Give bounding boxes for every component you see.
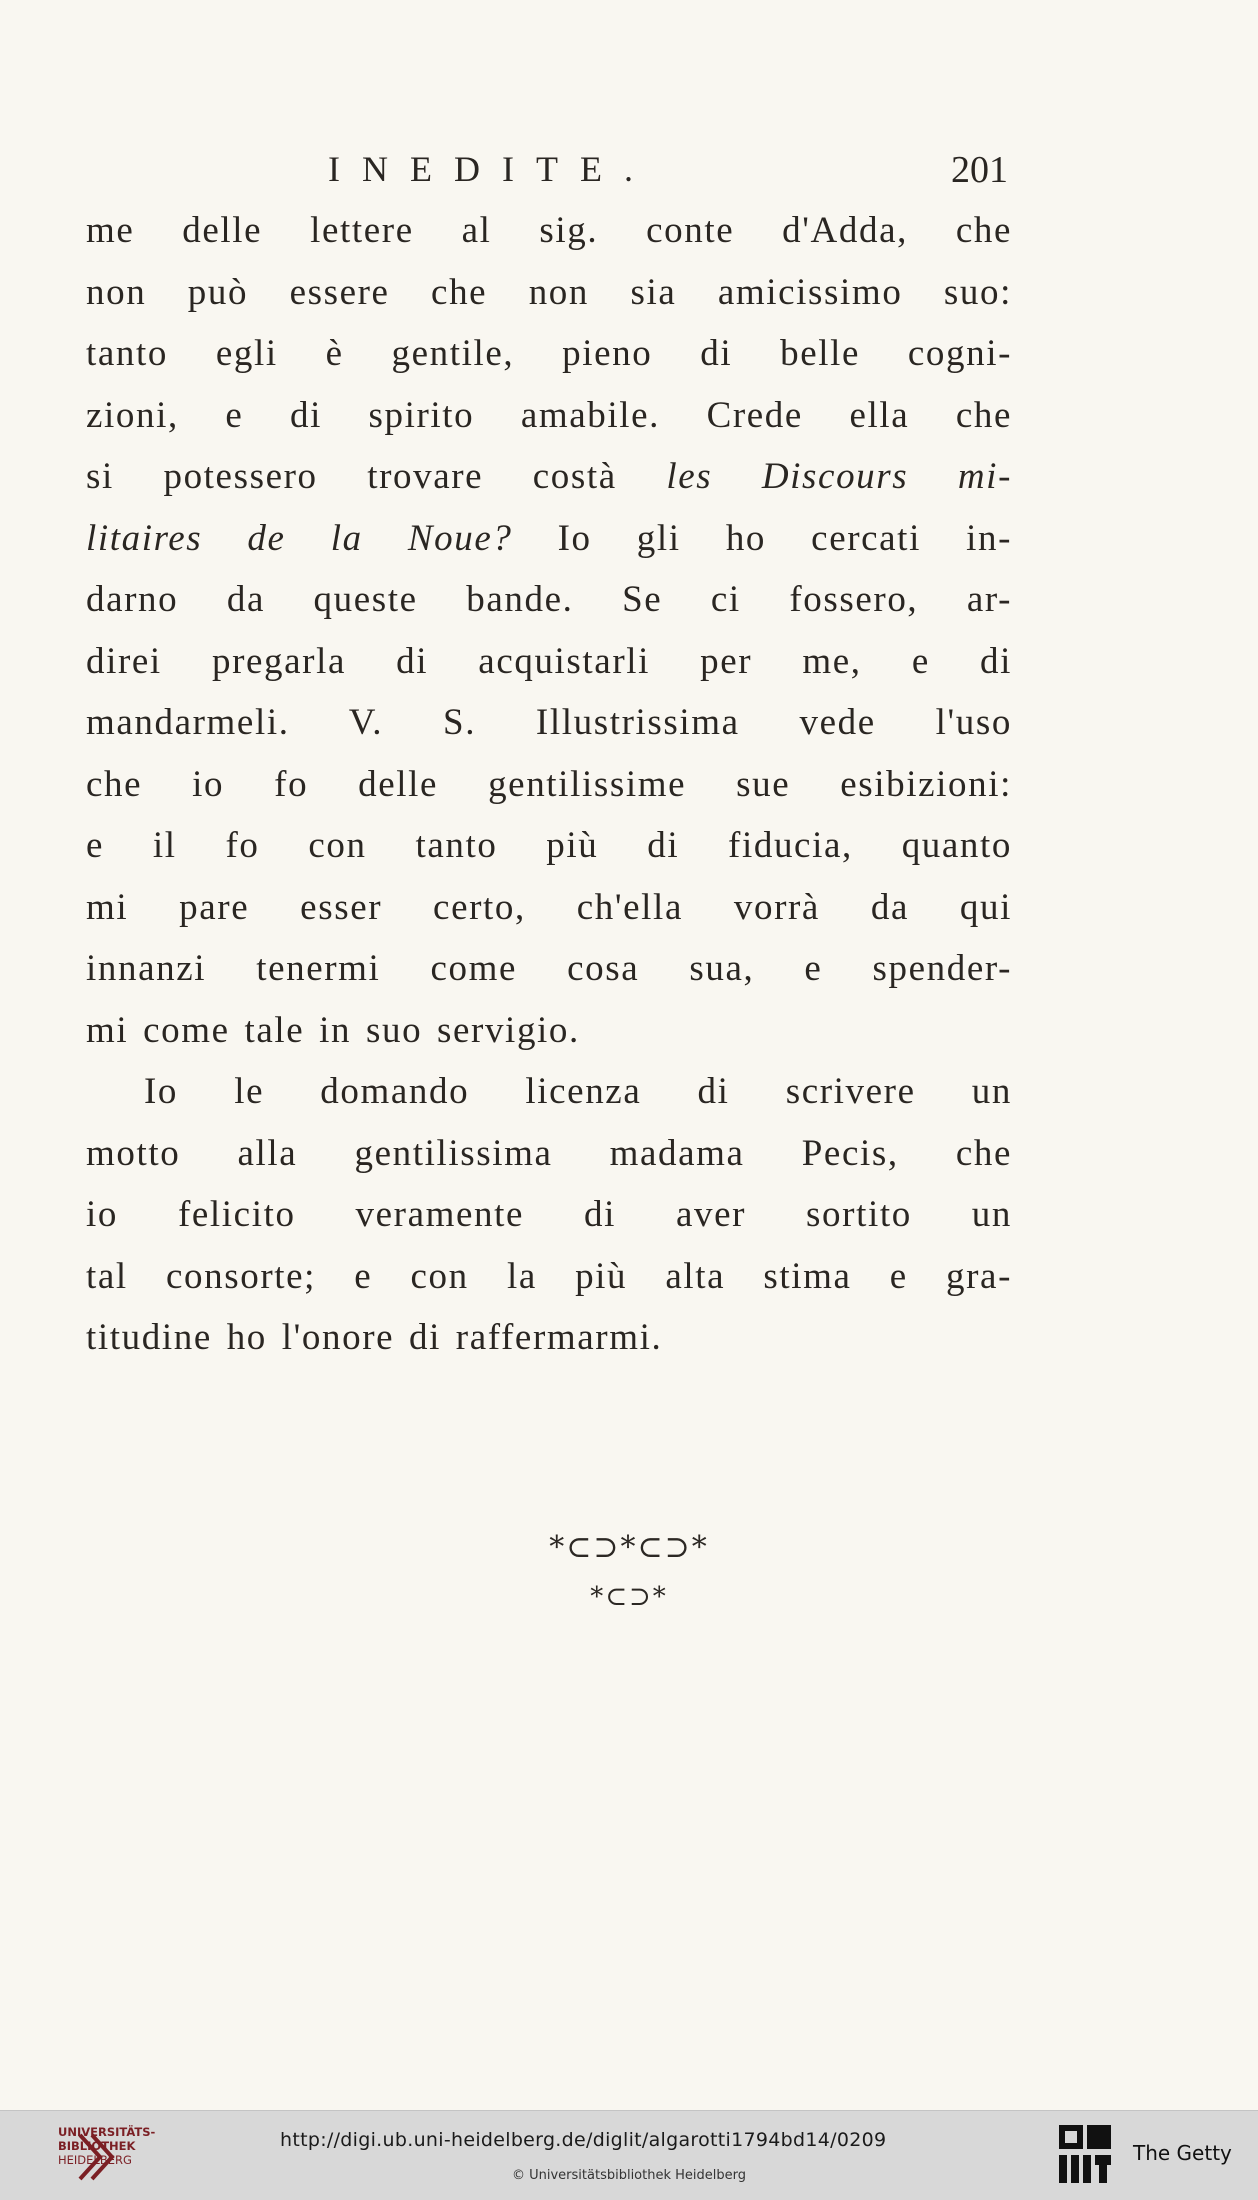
text-line: non può essere che non sia amicissimo suo: xyxy=(86,271,1012,313)
text-line: me delle lettere al sig. conte d'Adda, che xyxy=(86,210,1012,251)
text-line: Io le domando licenza di scrivere un xyxy=(144,1071,1012,1112)
text-line: titudine ho l'onore di raffermarmi. xyxy=(86,1317,663,1358)
text-line xyxy=(86,446,1012,508)
text-line: innanzi tenermi come cosa sua, e spender- xyxy=(86,948,1012,989)
text-line: che io fo delle gentilissime sue esibizioni: xyxy=(86,763,1012,805)
text-line: io felicito veramente di aver sortito un xyxy=(86,1194,1012,1235)
running-head xyxy=(88,148,1008,196)
text-line: mandarmeli. V. S. Illustrissima vede l'uso xyxy=(86,702,1012,743)
copyright-notice: © Universitätsbibliothek Heidelberg xyxy=(511,2168,746,2183)
text-line: zioni, e di spirito amabile. Crede ella che xyxy=(86,394,1012,436)
text-segment: si potessero trovare costà xyxy=(86,456,617,497)
getty-label: The Getty xyxy=(1133,2141,1232,2165)
text-segment: Io gli ho cercati in- xyxy=(557,517,1013,559)
text-line: mi pare esser certo, ch'ella vorrà da qui xyxy=(86,886,1012,928)
text-line: tal consorte; e con la più alta stima e gra- xyxy=(86,1255,1012,1297)
permalink-url[interactable]: http://digi.ub.uni-heidelberg.de/diglit/algarotti1794bd14/0209 xyxy=(280,2129,887,2151)
text-line: e il fo con tanto più di fiducia, quanto xyxy=(86,825,1012,866)
page-number: 201 xyxy=(951,149,1008,191)
library-line: UNIVERSITÄTS- xyxy=(58,2125,156,2139)
library-line: HEIDELBERG xyxy=(58,2153,132,2167)
ornament-row-2: *⊂⊃* xyxy=(590,1582,668,1612)
library-line: BIBLIOTHEK xyxy=(58,2139,136,2153)
text-body xyxy=(86,200,1012,1369)
running-title: INEDITE. xyxy=(328,149,655,189)
italic-title: les Discours mi- xyxy=(666,456,1012,497)
ornament-row-1: *⊂⊃*⊂⊃* xyxy=(549,1530,709,1565)
library-name xyxy=(58,2125,155,2167)
text-line: tanto egli è gentile, pieno di belle cogni- xyxy=(86,333,1012,374)
text-line: darno da queste bande. Se ci fossero, ar- xyxy=(86,579,1012,620)
text-line: motto alla gentilissima madama Pecis, che xyxy=(86,1132,1012,1174)
viewer-footer xyxy=(0,2110,1258,2200)
text-line xyxy=(86,508,1012,570)
text-line: mi come tale in suo servigio. xyxy=(86,1009,580,1051)
text-line: direi pregarla di acquistarli per me, e di xyxy=(86,640,1012,682)
italic-title: litaires de la Noue? xyxy=(86,517,513,559)
getty-logo-icon xyxy=(1057,2123,1113,2187)
